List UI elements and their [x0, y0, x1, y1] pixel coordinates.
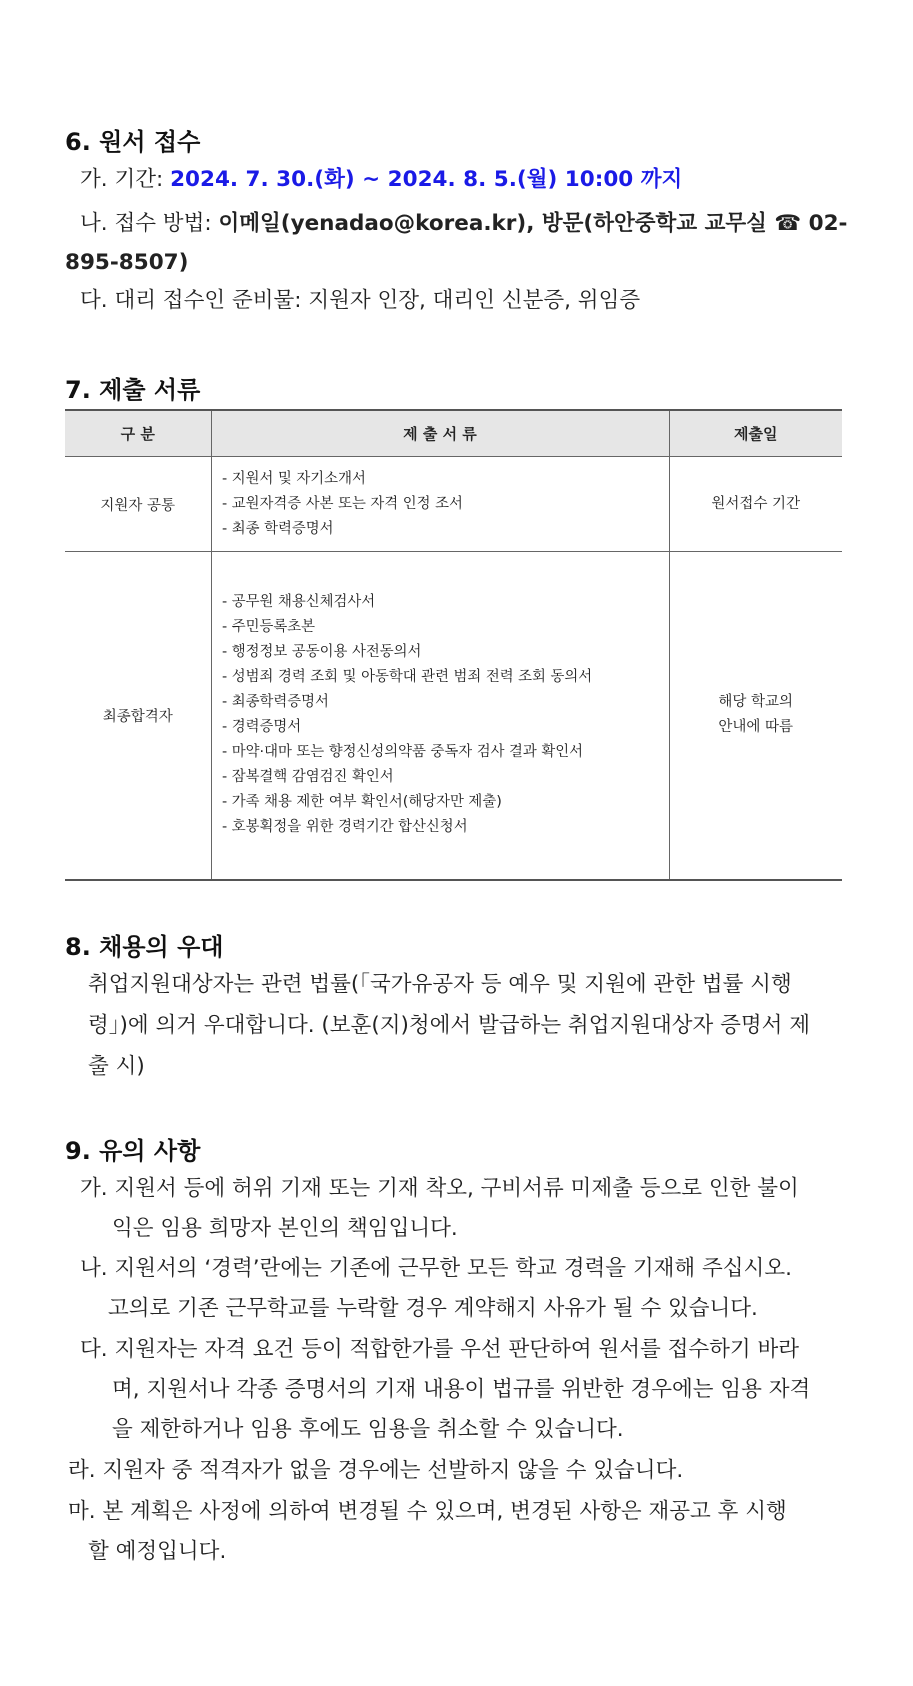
row-docs: [211, 457, 669, 552]
table-header-row: [65, 410, 842, 457]
table-row: [65, 552, 842, 880]
doc-item: - 마약·대마 또는 향정신성의약품 중독자 검사 결과 확인서: [221, 744, 583, 761]
notice-line: 마. 본 계획은 사정에 의하여 변경될 수 있으며, 변경된 사항은 재공고 후 시행: [68, 1499, 787, 1524]
header-documents: 제 출 서 류: [211, 410, 669, 457]
table-row: [65, 457, 842, 552]
notice-line: 다. 지원자는 자격 요건 등이 적합한가를 우선 판단하여 원서를 접수하기 바라: [80, 1337, 800, 1362]
preference-text-line: 출 시): [88, 1054, 145, 1079]
application-method-phone-cont: 895-8507): [65, 250, 189, 275]
header-category: 구 분: [65, 410, 211, 457]
section-9-title: 9. 유의 사항: [65, 1137, 201, 1165]
doc-item: - 주민등록초본: [221, 619, 315, 636]
application-method: 나. 접수 방법: 이메일(yenadao@korea.kr), 방문(하안중학교 교무실 ☎ 02-: [80, 211, 848, 236]
doc-item: - 최종학력증명서: [221, 694, 329, 711]
row-category: 최종합격자: [65, 552, 211, 880]
notice-line: 나. 지원서의 ‘경력’란에는 기존에 근무한 모든 학교 경력을 기재해 주십시오.: [80, 1256, 792, 1281]
doc-item: - 공무원 채용신체검사서: [221, 594, 375, 611]
notice-line: 익은 임용 희망자 본인의 책임입니다.: [112, 1216, 458, 1241]
row-date: 원서접수 기간: [669, 457, 842, 552]
doc-item: - 지원서 및 자기소개서: [221, 470, 366, 487]
section-7-title: 7. 제출 서류: [65, 376, 201, 404]
application-method-value: 이메일(yenadao@korea.kr), 방문(하안중학교 교무실 ☎ 02-: [218, 211, 848, 236]
doc-item: - 호봉획정을 위한 경력기간 합산신청서: [221, 819, 468, 836]
doc-item: - 최종 학력증명서: [221, 520, 333, 537]
doc-item: - 교원자격증 사본 또는 자격 인정 조서: [221, 495, 463, 512]
notice-line: 며, 지원서나 각종 증명서의 기재 내용이 법규를 위반한 경우에는 임용 자격: [112, 1377, 811, 1402]
proxy-requirements: 다. 대리 접수인 준비물: 지원자 인장, 대리인 신분증, 위임증: [80, 288, 641, 313]
section-8-title: 8. 채용의 우대: [65, 933, 224, 961]
doc-item: - 행정정보 공동이용 사전동의서: [221, 644, 421, 661]
section-6-title: 6. 원서 접수: [65, 128, 201, 156]
doc-item: - 성범죄 경력 조회 및 아동학대 관련 범죄 전력 조회 동의서: [221, 669, 592, 686]
doc-item: - 가족 채용 제한 여부 확인서(해당자만 제출): [221, 794, 502, 811]
doc-item: - 잠복결핵 감염검진 확인서: [221, 769, 394, 786]
documents-table: [65, 409, 842, 881]
preference-text-line: 취업지원대상자는 관련 법률(「국가유공자 등 예우 및 지원에 관한 법률 시행: [88, 972, 792, 997]
application-period-value: 2024. 7. 30.(화) ~ 2024. 8. 5.(월) 10:00 까지: [170, 167, 683, 192]
notice-line: 을 제한하거나 임용 후에도 임용을 취소할 수 있습니다.: [112, 1417, 624, 1442]
row-category: 지원자 공통: [65, 457, 211, 552]
application-period: 가. 기간: 2024. 7. 30.(화) ~ 2024. 8. 5.(월) 10:00 까지: [80, 167, 683, 192]
row-date: 해당 학교의 안내에 따름: [669, 552, 842, 880]
notice-line: 고의로 기존 근무학교를 누락할 경우 계약해지 사유가 될 수 있습니다.: [108, 1296, 758, 1321]
notice-line: 할 예정입니다.: [88, 1539, 227, 1564]
row-docs: [211, 552, 669, 880]
notice-line: 가. 지원서 등에 허위 기재 또는 기재 착오, 구비서류 미제출 등으로 인한 불이: [80, 1176, 799, 1201]
preference-text-line: 령」)에 의거 우대합니다. (보훈(지)청에서 발급하는 취업지원대상자 증명서 제: [88, 1013, 811, 1038]
notice-line: 라. 지원자 중 적격자가 없을 경우에는 선발하지 않을 수 있습니다.: [68, 1458, 684, 1483]
header-date: 제출일: [669, 410, 842, 457]
doc-item: - 경력증명서: [221, 719, 301, 736]
